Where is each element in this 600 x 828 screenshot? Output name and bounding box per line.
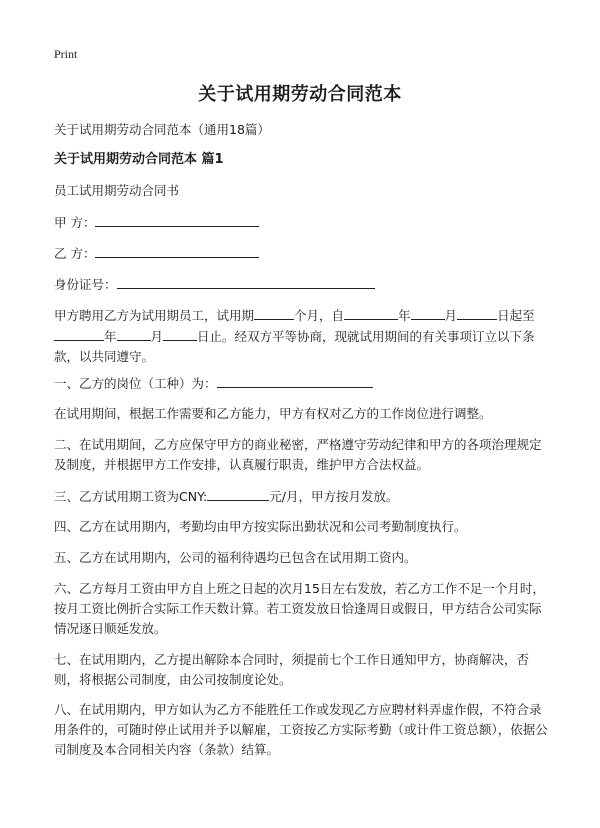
clause-1-body: 在试用期间，根据工作需要和乙方能力，甲方有权对乙方的工作岗位进行调整。 bbox=[54, 406, 492, 421]
id-number-blank bbox=[117, 274, 375, 289]
clause-3-row bbox=[54, 486, 399, 507]
document-subtitle: 关于试用期劳动合同范本（通用18篇） bbox=[54, 122, 270, 137]
clause-4: 四、乙方在试用期内，考勤均由甲方按实际出勤状况和公司考勤制度执行。 bbox=[54, 519, 467, 534]
party-b-label: 乙 方： bbox=[54, 246, 96, 261]
clause-1-row bbox=[54, 373, 373, 394]
clause-3-suffix: 元/月，甲方按月发放。 bbox=[269, 489, 399, 504]
end-day-blank bbox=[163, 326, 197, 341]
party-b-row bbox=[54, 243, 259, 264]
clause-1-label: 一、乙方的岗位（工种）为： bbox=[54, 376, 217, 391]
intro-text-1: 甲方聘用乙方为试用期员工，试用期 bbox=[54, 308, 255, 323]
start-year-blank bbox=[344, 305, 398, 320]
id-number-row bbox=[54, 274, 375, 295]
clause-8: 八、在试用期内，甲方如认为乙方不能胜任工作或发现乙方应聘材料弄虚作假，不符合录用条件的，可随时停止试用并予以解雇，工资按乙方实际考勤（或计件工资总额），依据公司制度及本合同相关内容（条款）结算。 bbox=[54, 702, 548, 757]
id-number-label: 身份证号： bbox=[54, 277, 117, 292]
print-link[interactable]: Print bbox=[54, 47, 78, 61]
job-position-blank bbox=[217, 373, 373, 388]
intro-paragraph bbox=[54, 305, 550, 367]
intro-text-6: 年 bbox=[104, 329, 117, 344]
end-month-blank bbox=[117, 326, 151, 341]
start-month-blank bbox=[411, 305, 445, 320]
intro-text-8: 日止。经双方平等协商，现就试用期间的有关事项订立以下条款，以共同遵守。 bbox=[54, 329, 535, 364]
party-a-blank bbox=[95, 212, 259, 227]
page-title: 关于试用期劳动合同范本 bbox=[198, 84, 402, 105]
salary-blank bbox=[207, 486, 269, 501]
probation-months-blank bbox=[254, 305, 294, 320]
intro-text-3: 年 bbox=[398, 308, 411, 323]
clause-6: 六、乙方每月工资由甲方自上班之日起的次月15日左右发放，若乙方工作不足一个月时，按月工资比例折合实际工作天数计算。若工资发放日恰逢周日或假日，甲方结合公司实际情况逐日顺延发放。 bbox=[54, 581, 545, 636]
intro-text-7: 月 bbox=[150, 329, 164, 344]
clause-3-prefix: 三、乙方试用期工资为CNY: bbox=[54, 489, 208, 504]
clause-7: 七、在试用期内，乙方提出解除本合同时，须提前七个工作日通知甲方，协商解决，否则，将根据公司制度，由公司按制度论处。 bbox=[54, 652, 530, 687]
intro-text-4: 月 bbox=[444, 308, 458, 323]
intro-text-5: 日起至 bbox=[497, 308, 535, 323]
section-heading: 关于试用期劳动合同范本 篇1 bbox=[54, 152, 224, 167]
party-b-blank bbox=[95, 243, 259, 258]
end-year-blank bbox=[54, 326, 104, 341]
clause-5: 五、乙方在试用期内，公司的福利待遇均已包含在试用期工资内。 bbox=[54, 550, 417, 565]
intro-text-2: 个月，自 bbox=[294, 308, 345, 323]
party-a-row bbox=[54, 212, 259, 233]
start-day-blank bbox=[457, 305, 497, 320]
party-a-label: 甲 方： bbox=[54, 215, 96, 230]
contract-name: 员工试用期劳动合同书 bbox=[54, 183, 180, 198]
clause-2: 二、在试用期间，乙方应保守甲方的商业秘密，严格遵守劳动纪律和甲方的各项治理规定及制度，并根据甲方工作安排，认真履行职责，维护甲方合法权益。 bbox=[54, 437, 542, 472]
